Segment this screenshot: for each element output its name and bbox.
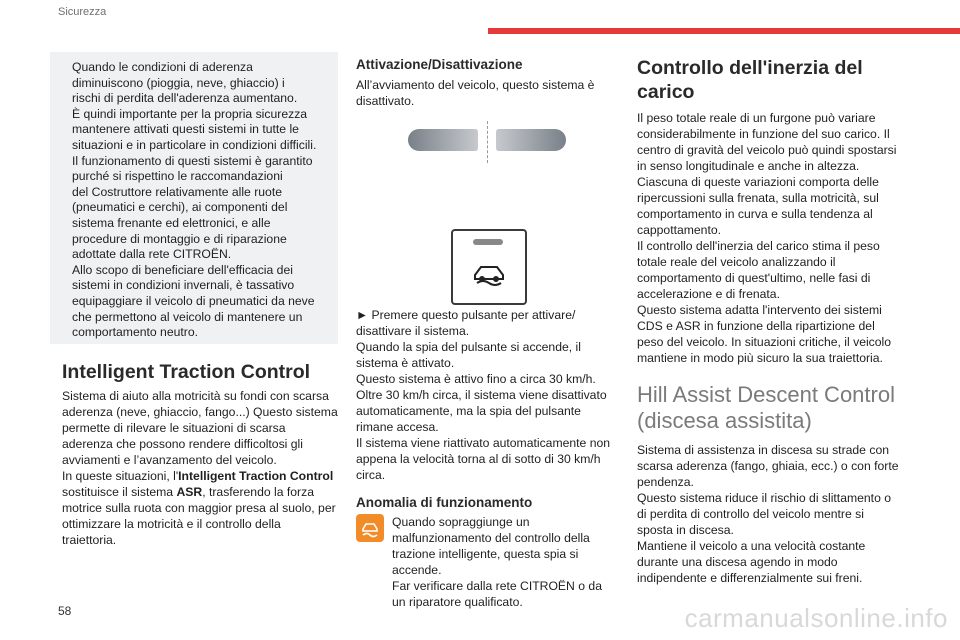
dashboard-lamp-right — [496, 129, 566, 151]
illustration-divider — [487, 121, 489, 163]
activation-heading: Attivazione/Disattivazione — [356, 57, 523, 72]
note-box: Quando le condizioni di aderenza diminuiscono (pioggia, neve, ghiaccio) i rischi di perdita dell'aderenza aumentano. È quindi importante per la propria sicurezza mantenere attivati questi sistemi in tutte le situazioni e in particolare in condizioni difficili. Il funzionamento di questi sistemi è garantito purché si rispettino le raccomandazioni del Costruttore relativamente alle ruote (pneumatici e cerchi), ai componenti del sistema frenante ed elettronici, e alle procedure di montaggio e di riparazione adottate dalla rete CITROËN. Allo scopo di beneficiare dell'efficacia dei sistemi in condizioni invernali, è tassativo equipaggiare il veicolo di pneumatici da neve che permettono al veicolo di mantenere un comportamento neutro. — [50, 52, 338, 344]
fault-row — [356, 514, 616, 610]
dashboard-lamp-left — [408, 129, 478, 151]
fault-text: Quando sopraggiunge un malfunzionamento del controllo della trazione intelligente, questa spia si accende. Far verificare dalla rete CITROËN o da un riparatore qualificato. — [392, 515, 602, 609]
column-1 — [62, 52, 338, 548]
button-led-indicator — [473, 239, 503, 245]
column-2 — [356, 52, 616, 610]
load-inertia-body: Il peso totale reale di un furgone può variare considerabilmente in funzione del suo carico. Il centro di gravità del veicolo può quindi spostarsi in senso longitudinale e anche in altezza. Ciascuna di queste variazioni comporta delle ripercussioni sulla frenata, sulla motricità, sul comportamento in curva e sulla tendenza al cappottamento. Il controllo dell'inerzia del carico stima il peso totale reale del veicolo analizzando il comportamento di quest'ultimo, nelle fasi di accelerazione e di frenata. Questo sistema adatta l'intervento dei sistemi CDS e ASR in funzione della ripartizione del peso del veicolo. In situazioni critiche, il veicolo mantiene in modo più sicuro la sua traiettoria. — [637, 111, 897, 365]
hill-descent-body: Sistema di assistenza in discesa su strade con scarsa aderenza (fango, ghiaia, ecc.) o con forte pendenza. Questo sistema riduce il rischio di slittamento o di perdita di controllo del veicolo mentre si sposta in discesa. Mantiene il veicolo a una velocità costante durante una discesa agendo in modo indipendente e differenzialmente sui freni. — [637, 443, 899, 585]
column-3 — [637, 52, 903, 586]
section-label: Sicurezza — [58, 6, 107, 18]
asr-bold: ASR — [176, 485, 203, 499]
indicator-illustration — [356, 109, 616, 279]
itc-body-2 — [62, 468, 338, 548]
traction-control-button — [451, 229, 527, 305]
itc-body-1: Sistema di aiuto alla motricità su fondi con scarsa aderenza (neve, ghiaccio, fango...) Questo sistema permette di rilevare le situazioni di scarsa aderenza che possono rendere difficoltosi gli avviamenti e l’avanzamento del veicolo. — [62, 389, 338, 467]
itc-body-2-c: sostituisce il sistema — [62, 485, 177, 499]
traction-control-icon — [471, 257, 507, 287]
traction-warning-icon — [356, 514, 384, 542]
activation-body: ► Premere questo pulsante per attivare/ disattivare il sistema. Quando la spia del pulsante si accende, il sistema è attivato. Questo sistema è attivo fino a circa 30 km/h. Oltre 30 km/h circa, il sistema viene disattivato automaticamente, ma la spia del pulsante rimane accesa. Il sistema viene riattivato automaticamente non appena la velocità torna al di sotto di 30 km/h circa. — [356, 308, 611, 482]
itc-name-bold: Intelligent Traction Control — [178, 469, 334, 483]
activation-intro: All’avviamento del veicolo, questo sistema è disattivato. — [356, 78, 595, 108]
itc-body-2-a: In queste situazioni, l' — [62, 469, 179, 483]
page-number: 58 — [58, 604, 72, 618]
fault-heading: Anomalia di funzionamento — [356, 495, 533, 510]
hill-descent-title: Hill Assist Descent Control (discesa assistita) — [637, 382, 895, 433]
itc-body-2-e: , trasferendo la forza motrice sulla ruota con maggior presa al suolo, per ottimizzare la motricità e il controllo della traiettoria. — [62, 485, 336, 547]
load-inertia-title: Controllo dell'inerzia del carico — [637, 57, 863, 103]
header-accent-bar — [488, 28, 960, 34]
itc-title: Intelligent Traction Control — [62, 361, 311, 383]
watermark: carmanualsonline.info — [684, 603, 948, 633]
